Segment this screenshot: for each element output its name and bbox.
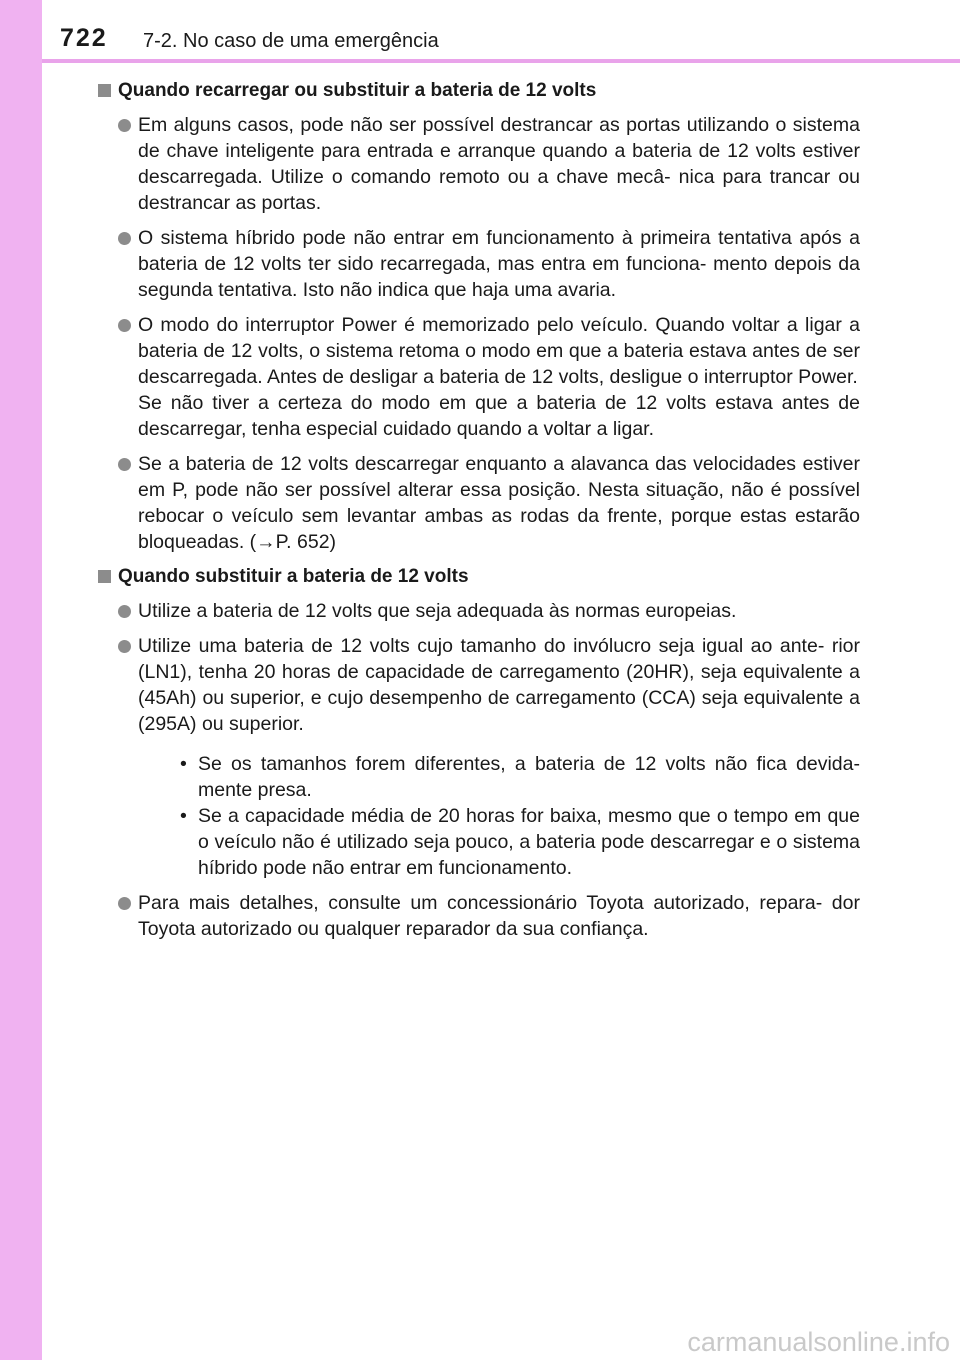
section-heading-recharge	[98, 78, 860, 104]
small-dot-marker: •	[180, 753, 187, 775]
item-text: O modo do interruptor Power é memorizado pelo veículo. Quando voltar a ligar a bateria de 12 volts, o sistema retoma o modo em que a bateria estava antes de ser descarregada. Antes de desligar a bateria de 12 volts, desligue o interruptor Power.	[138, 314, 860, 388]
heading-text: Quando substituir a bateria de 12 volts	[118, 566, 469, 587]
item-text: Se a bateria de 12 volts descarregar enquanto a alavanca das velocidades estiver em P, pode não ser possível alterar essa posição. Nesta situação, não é possível rebocar o veículo sem levantar ambas as rodas da frente, porque estas estarão bloqueadas. (→P. 652)	[138, 453, 860, 553]
section-heading-replace	[98, 564, 860, 590]
sub-list	[138, 751, 860, 881]
sub-list-item	[138, 803, 860, 881]
item-text: Utilize a bateria de 12 volts que seja adequada às normas europeias.	[138, 600, 737, 622]
list-item	[98, 598, 860, 624]
small-dot-marker: •	[180, 805, 187, 827]
side-band	[0, 0, 42, 1360]
list-item	[98, 451, 860, 555]
heading-text: Quando recarregar ou substituir a bateria de 12 volts	[118, 80, 597, 101]
circle-bullet-icon	[118, 458, 131, 471]
list-item	[98, 633, 860, 881]
page-number: 722	[60, 24, 108, 52]
circle-bullet-icon	[118, 119, 131, 132]
page-content	[98, 78, 860, 951]
list-item	[98, 312, 860, 442]
header-rule	[42, 59, 960, 63]
square-bullet-icon	[98, 84, 111, 97]
item-text: Em alguns casos, pode não ser possível destrancar as portas utilizando o sistema de chave inteligente para entrada e arranque quando a bateria de 12 volts estiver descarregada. Utilize o comando remoto ou a chave mecâ- nica para trancar ou destrancar as portas.	[138, 114, 860, 214]
circle-bullet-icon	[118, 640, 131, 653]
sub-list-item	[138, 751, 860, 803]
square-bullet-icon	[98, 570, 111, 583]
item-text: Utilize uma bateria de 12 volts cujo tamanho do invólucro seja igual ao ante- rior (LN1), tenha 20 horas de capacidade de carregamento (20HR), seja equivalente a (45Ah) ou superior, e cujo desempenho de carregamento (CCA) seja equivalente a (295A) ou superior.	[138, 635, 860, 735]
item-text: O sistema híbrido pode não entrar em funcionamento à primeira tentativa após a bateria de 12 volts ter sido recarregada, mas entra em funciona- mento depois da segunda tentativa. Isto não indica que haja uma avaria.	[138, 227, 860, 301]
item-text-extra: Se não tiver a certeza do modo em que a bateria de 12 volts estava antes de descarregar, tenha especial cuidado quando a voltar a ligar.	[138, 392, 860, 440]
circle-bullet-icon	[118, 605, 131, 618]
sub-item-text: Se os tamanhos forem diferentes, a bateria de 12 volts não fica devida- mente presa.	[198, 753, 860, 801]
watermark: carmanualsonline.info	[687, 1327, 950, 1357]
list-item	[98, 112, 860, 216]
section-title: 7-2. No caso de uma emergência	[143, 30, 439, 52]
list-item	[98, 890, 860, 942]
circle-bullet-icon	[118, 319, 131, 332]
list-item	[98, 225, 860, 303]
sub-item-text: Se a capacidade média de 20 horas for baixa, mesmo que o tempo em que o veículo não é utilizado seja pouco, a bateria pode descarregar e o sistema híbrido pode não entrar em funcionamento.	[198, 805, 860, 879]
circle-bullet-icon	[118, 232, 131, 245]
circle-bullet-icon	[118, 897, 131, 910]
item-text: Para mais detalhes, consulte um concessionário Toyota autorizado, repara- dor Toyota autorizado ou qualquer reparador da sua confiança.	[138, 892, 860, 940]
